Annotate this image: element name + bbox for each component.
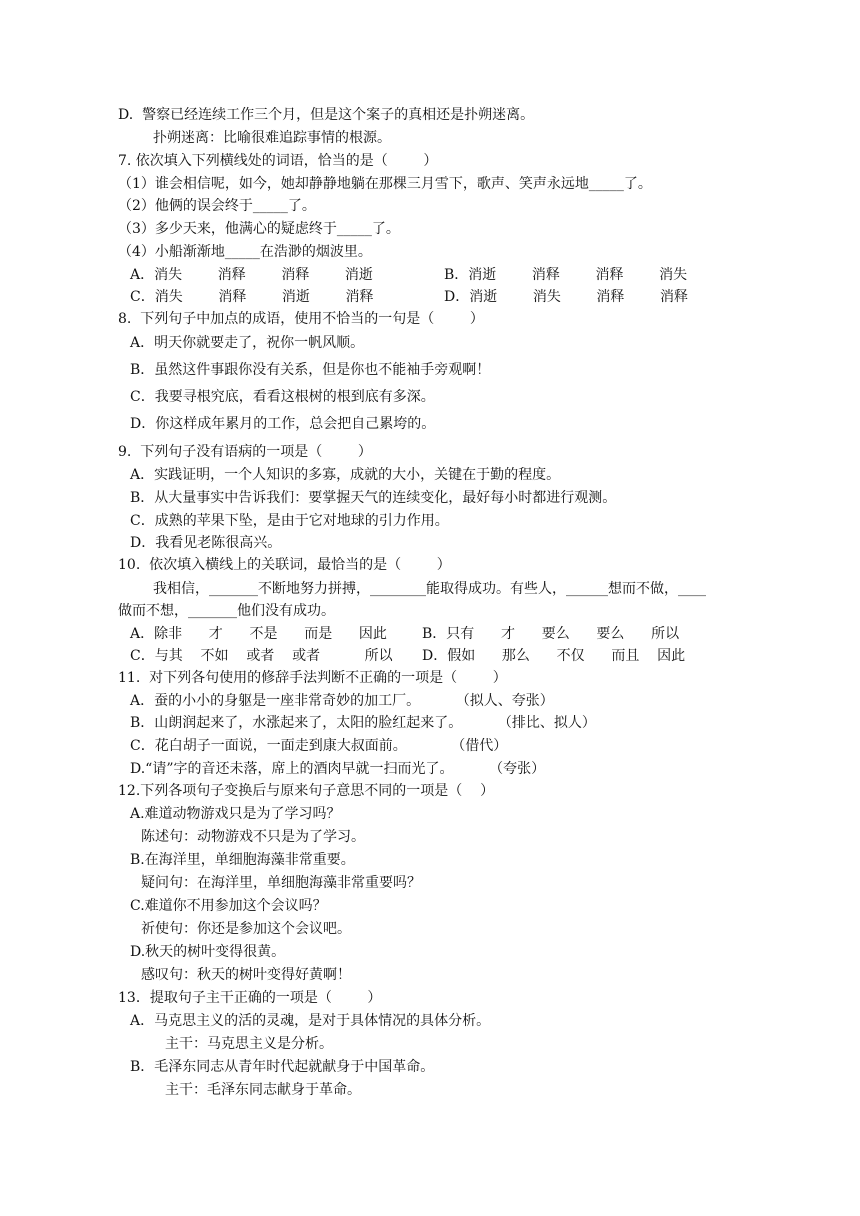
question-12: 12.下列各项句子变换后与原来句子意思不同的一项是（ ）	[118, 783, 495, 799]
question-8: 8. 下列句子中加点的成语，使用不恰当的一句是（ ）	[118, 311, 484, 327]
q7-item-2: （2）他俩的误会终于_____了。	[118, 198, 316, 214]
q9-option-d: D．我看见老陈很高兴。	[130, 535, 282, 551]
q7-item-1: （1）谁会相信呢，如今，她却静静地躺在那棵三月雪下，歌声、笑声永远地_____了。	[118, 176, 652, 192]
idiom-definition: 扑朔迷离：比喻很难追踪事情的根源。	[153, 130, 391, 146]
q13-option-b: B．毛泽东同志从青年时代起就献身于中国革命。	[130, 1059, 435, 1075]
q11-option-a: A．蚕的小小的身躯是一座非常奇妙的加工厂。 （拟人、夸张）	[130, 693, 554, 709]
question-13: 13．提取句子主干正确的一项是（ ）	[118, 990, 382, 1006]
question-11: 11. 对下列各句使用的修辞手法判断不正确的一项是（ ）	[118, 670, 507, 686]
q7-option-d: D．消逝 消失 消释 消释	[444, 289, 689, 305]
q12-option-c: C.难道你不用参加这个会议吗？	[130, 898, 327, 914]
q12-option-c-transform: 祈使句：你还是参加这个会议吧。	[141, 921, 351, 937]
question-9: 9. 下列句子没有语病的一项是（ ）	[118, 444, 372, 460]
q13-option-a-trunk: 主干：马克思主义是分析。	[165, 1036, 333, 1052]
q8-option-d: D．你这样成年累月的工作，总会把自己累垮的。	[130, 416, 436, 432]
q13-option-a: A．马克思主义的活的灵魂，是对于具体情况的具体分析。	[130, 1013, 491, 1029]
q10-passage-line-1: 我相信，_______不断地努力拼搏，________能取得成功。有些人，______想而不做，____	[153, 581, 706, 597]
q10-passage-line-2: 做而不想，_______他们没有成功。	[118, 603, 335, 619]
q10-option-a: A．除非 才 不是 而是 因此	[130, 626, 387, 642]
q11-option-d: D.“请”字的音还未落，席上的酒肉早就一扫而光了。 （夸张）	[130, 761, 546, 777]
q13-option-b-trunk: 主干：毛泽东同志献身于革命。	[165, 1082, 361, 1098]
question-7: 7. 依次填入下列横线处的词语，恰当的是（ ）	[118, 153, 438, 169]
q12-option-a: A.难道动物游戏只是为了学习吗？	[130, 806, 341, 822]
q7-option-c: C．消失 消释 消逝 消释	[130, 289, 374, 305]
q9-option-c: C．成熟的苹果下坠，是由于它对地球的引力作用。	[130, 513, 449, 529]
q12-option-d-transform: 感叹句：秋天的树叶变得好黄啊！	[141, 967, 351, 983]
q10-option-b: B．只有 才 要么 要么 所以	[422, 626, 680, 642]
q8-option-a: A．明天你就要走了，祝你一帆风顺。	[130, 335, 365, 351]
q12-option-d: D.秋天的树叶变得很黄。	[130, 944, 286, 960]
q7-item-4: （4）小船渐渐地_____在浩渺的烟波里。	[118, 244, 372, 260]
q7-option-a: A．消失 消释 消释 消逝	[130, 267, 373, 283]
q7-option-b: B．消逝 消释 消释 消失	[444, 267, 688, 283]
q11-option-c: C．花白胡子一面说，一面走到康大叔面前。 （借代）	[130, 738, 508, 754]
q10-option-c: C．与其 不如 或者 或者 所以	[130, 648, 393, 664]
q9-option-a: A．实践证明，一个人知识的多寡，成就的大小，关键在于勤的程度。	[130, 467, 561, 483]
q8-option-b: B．虽然这件事跟你没有关系，但是你也不能袖手旁观啊！	[130, 362, 491, 378]
q11-option-b: B．山朗润起来了，水涨起来了，太阳的脸红起来了。 （排比、拟人）	[130, 715, 596, 731]
q7-item-3: （3）多少天来，他满心的疑虑终于_____了。	[118, 221, 400, 237]
q12-option-a-transform: 陈述句：动物游戏不只是为了学习。	[141, 829, 365, 845]
q9-option-b: B．从大量事实中告诉我们：要掌握天气的连续变化，最好每小时都进行观测。	[130, 490, 617, 506]
q8-option-c: C．我要寻根究底，看看这根树的根到底有多深。	[130, 389, 435, 405]
option-d-q6: D. 警察已经连续工作三个月，但是这个案子的真相还是扑朔迷离。	[118, 107, 535, 123]
question-10: 10. 依次填入横线上的关联词，最恰当的是（ ）	[118, 557, 451, 573]
q10-option-d: D．假如 那么 不仅 而且 因此	[422, 648, 686, 664]
q12-option-b: B.在海洋里，单细胞海藻非常重要。	[130, 852, 355, 868]
q12-option-b-transform: 疑问句：在海洋里，单细胞海藻非常重要吗？	[141, 875, 421, 891]
